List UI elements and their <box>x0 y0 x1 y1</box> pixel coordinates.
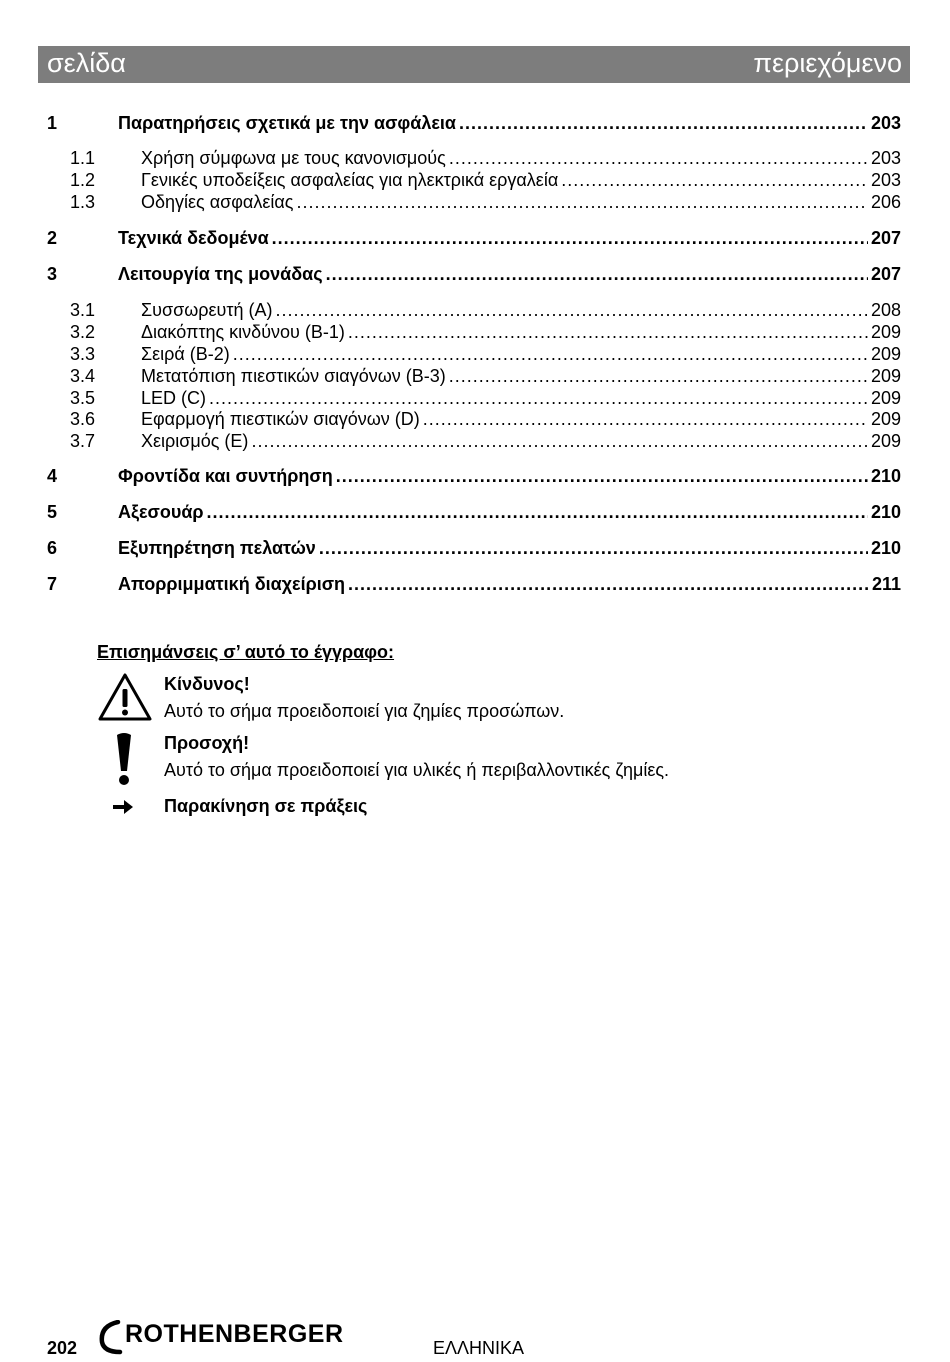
toc-page-number: 207 <box>870 228 901 248</box>
toc-leader-dots <box>348 574 869 594</box>
toc-entry <box>118 228 901 249</box>
toc-page-number: 209 <box>870 409 901 429</box>
toc-entry <box>118 466 901 487</box>
toc-title: LED (C) <box>141 388 207 408</box>
toc-entry <box>141 300 901 321</box>
notes-title: Επισημάνσεις σ’ αυτό το έγγραφο: <box>97 642 395 662</box>
exclamation-icon <box>113 731 135 787</box>
toc-number: 6 <box>47 538 58 558</box>
toc-page-number: 209 <box>870 431 901 451</box>
toc-number: 3.3 <box>70 344 96 364</box>
toc-page-number: 210 <box>870 466 901 486</box>
brand-logo-text: ROTHENBERGER <box>125 1320 344 1348</box>
toc-title: Σειρά (B-2) <box>141 344 230 364</box>
toc-leader-dots <box>209 388 868 408</box>
toc-page-number: 209 <box>870 366 901 386</box>
toc-page-number: 207 <box>870 264 901 284</box>
toc-page-number: 209 <box>870 322 901 342</box>
brand-logo-mark <box>96 1320 126 1356</box>
toc-entry <box>141 322 901 343</box>
arrow-right-icon <box>111 797 135 817</box>
toc-leader-dots <box>296 192 868 212</box>
toc-entry <box>141 388 901 409</box>
toc-title: Χρήση σύμφωνα με τους κανονισμούς <box>141 148 446 168</box>
toc-title: Τεχνικά δεδομένα <box>118 228 269 248</box>
toc-number: 1.3 <box>70 192 96 212</box>
toc-page-number: 208 <box>870 300 901 320</box>
toc-page-number: 203 <box>870 148 901 168</box>
toc-number: 3.7 <box>70 431 96 451</box>
toc-title: Εφαρμογή πιεστικών σιαγόνων (D) <box>141 409 420 429</box>
toc-title: Χειρισμός (E) <box>141 431 249 451</box>
toc-leader-dots <box>561 170 868 190</box>
action-heading: Παρακίνηση σε πράξεις <box>164 796 368 816</box>
toc-entry <box>141 431 901 452</box>
toc-page-number: 211 <box>871 574 901 594</box>
toc-entry <box>118 264 901 285</box>
toc-title: Μετατόπιση πιεστικών σιαγόνων (B-3) <box>141 366 446 386</box>
danger-text: Αυτό το σήμα προειδοποιεί για ζημίες προσώπων. <box>164 701 565 721</box>
toc-number: 1.1 <box>70 148 96 168</box>
toc-leader-dots <box>233 344 868 364</box>
toc-title: Λειτουργία της μονάδας <box>118 264 323 284</box>
toc-page-number: 210 <box>870 538 901 558</box>
toc-number: 1.2 <box>70 170 96 190</box>
toc-page-number: 209 <box>870 388 901 408</box>
toc-entry <box>141 366 901 387</box>
toc-number: 2 <box>47 228 58 248</box>
toc-entry <box>141 148 901 169</box>
toc-page-number: 209 <box>870 344 901 364</box>
danger-heading: Κίνδυνος! <box>164 674 250 694</box>
toc-number: 3.1 <box>70 300 96 320</box>
toc-title: Παρατηρήσεις σχετικά με την ασφάλεια <box>118 113 456 133</box>
toc-page-number: 203 <box>870 113 901 133</box>
toc-number: 3 <box>47 264 58 284</box>
toc-leader-dots <box>251 431 868 451</box>
toc-leader-dots <box>449 148 868 168</box>
toc-leader-dots <box>272 228 868 248</box>
toc-leader-dots <box>459 113 868 133</box>
toc-entry <box>141 170 901 191</box>
toc-leader-dots <box>336 466 868 486</box>
toc-title: Φροντίδα και συντήρηση <box>118 466 333 486</box>
toc-title: Απορριμματική διαχείριση <box>118 574 346 594</box>
toc-entry <box>141 192 901 213</box>
toc-title: Συσσωρευτή (A) <box>141 300 273 320</box>
toc-number: 3.4 <box>70 366 96 386</box>
caution-heading: Προσοχή! <box>164 733 250 753</box>
toc-page-number: 203 <box>870 170 901 190</box>
header-right-label: περιεχόμενο <box>753 48 902 78</box>
toc-title: Εξυπηρέτηση πελατών <box>118 538 316 558</box>
toc-entry <box>118 574 901 595</box>
toc-entry <box>118 502 901 523</box>
toc-leader-dots <box>348 322 868 342</box>
header-left-label: σελίδα <box>47 48 126 78</box>
toc-leader-dots <box>319 538 868 558</box>
toc-number: 3.5 <box>70 388 96 408</box>
toc-title: Οδηγίες ασφαλείας <box>141 192 294 212</box>
toc-leader-dots <box>449 366 868 386</box>
toc-leader-dots <box>207 502 868 522</box>
toc-title: Γενικές υποδείξεις ασφαλείας για ηλεκτρικά εργαλεία <box>141 170 559 190</box>
toc-entry <box>118 538 901 559</box>
toc-entry <box>141 344 901 365</box>
toc-page-number: 206 <box>870 192 901 212</box>
toc-number: 5 <box>47 502 58 522</box>
toc-entry <box>141 409 901 430</box>
toc-leader-dots <box>326 264 868 284</box>
toc-number: 3.6 <box>70 409 96 429</box>
warning-triangle-icon <box>97 672 153 722</box>
page-number: 202 <box>47 1338 78 1358</box>
toc-page-number: 210 <box>870 502 901 522</box>
toc-leader-dots <box>275 300 867 320</box>
header-bar <box>38 46 910 83</box>
footer-language: ΕΛΛΗΝΙΚΑ <box>433 1338 525 1358</box>
toc-title: Διακόπτης κινδύνου (B-1) <box>141 322 345 342</box>
toc-title: Αξεσουάρ <box>118 502 204 522</box>
toc-number: 3.2 <box>70 322 96 342</box>
caution-text: Αυτό το σήμα προειδοποιεί για υλικές ή περιβαλλοντικές ζημίες. <box>164 760 670 780</box>
toc-number: 7 <box>47 574 58 594</box>
toc-number: 1 <box>47 113 58 133</box>
toc-entry <box>118 113 901 134</box>
toc-number: 4 <box>47 466 58 486</box>
toc-leader-dots <box>423 409 868 429</box>
